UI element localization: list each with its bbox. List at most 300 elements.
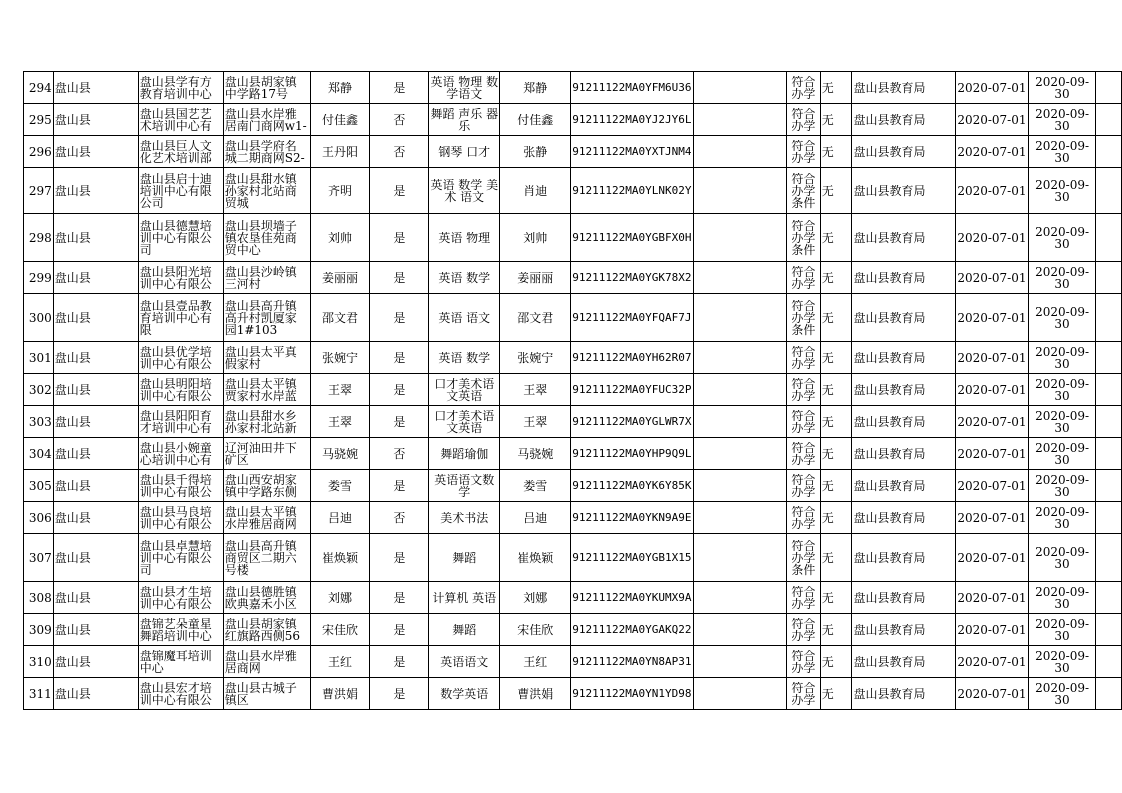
authority-cell-text: 盘山县教育局 (853, 655, 926, 668)
institution-name-cell (138, 214, 223, 262)
end-date-cell (1028, 168, 1096, 214)
authority-cell (852, 582, 956, 614)
empty-cell (693, 214, 787, 262)
end-date-cell-text: 2020-09-30 (1035, 377, 1090, 402)
address-cell-text: 盘山县水岸雅居商网 (224, 649, 297, 674)
end-date-cell-text: 2020-09-30 (1035, 441, 1090, 466)
address-cell (223, 342, 310, 374)
subjects-cell (429, 502, 500, 534)
start-date-cell (956, 342, 1029, 374)
condition-cell-text: 符合办学 (791, 505, 816, 530)
row-number (24, 646, 54, 678)
end-date-cell-text: 2020-09-30 (1035, 505, 1090, 530)
remark-cell-text: 无 (821, 591, 834, 604)
end-date-cell-text: 2020-09-30 (1035, 473, 1090, 498)
table-row (24, 678, 1122, 710)
authority-cell-text: 盘山县教育局 (853, 145, 926, 158)
row-number-text: 295 (28, 113, 52, 126)
contact-cell (500, 470, 571, 502)
table-row (24, 534, 1122, 582)
empty-cell (1096, 470, 1122, 502)
condition-cell (787, 646, 821, 678)
flag-cell-text: 是 (393, 655, 406, 668)
row-number-text: 297 (28, 184, 52, 197)
legal-person-cell-text: 郑静 (328, 81, 353, 94)
subjects-cell (429, 614, 500, 646)
flag-cell-text: 是 (393, 479, 406, 492)
row-number (24, 294, 54, 342)
legal-person-cell (310, 342, 370, 374)
county-cell-text: 盘山县 (54, 551, 91, 564)
row-number-text: 296 (28, 145, 52, 158)
legal-person-cell (310, 534, 370, 582)
address-cell (223, 136, 310, 168)
empty-cell (693, 406, 787, 438)
authority-cell-text: 盘山县教育局 (853, 447, 926, 460)
credit-code-cell (571, 646, 693, 678)
credit-code-cell (571, 406, 693, 438)
institution-name-cell-text: 盘山县千得培训中心有限公 (139, 473, 212, 498)
contact-cell-text: 王翠 (523, 383, 548, 396)
empty-cell (693, 374, 787, 406)
credit-code-cell (571, 470, 693, 502)
start-date-cell-text: 2020-07-01 (957, 145, 1027, 158)
empty-cell (693, 262, 787, 294)
row-number-text: 311 (28, 687, 52, 700)
legal-person-cell-text: 曹洪娟 (322, 687, 359, 700)
start-date-cell (956, 502, 1029, 534)
end-date-cell-text: 2020-09-30 (1035, 178, 1090, 203)
credit-code-cell (571, 502, 693, 534)
table-row (24, 104, 1122, 136)
end-date-cell-text: 2020-09-30 (1035, 545, 1090, 570)
remark-cell (820, 582, 852, 614)
authority-cell-text: 盘山县教育局 (853, 81, 926, 94)
credit-code-cell (571, 614, 693, 646)
subjects-cell-text: 口才美术语文英语 (434, 377, 495, 402)
table-row (24, 262, 1122, 294)
remark-cell (820, 214, 852, 262)
end-date-cell (1028, 614, 1096, 646)
subjects-cell (429, 104, 500, 136)
institution-name-cell (138, 534, 223, 582)
remark-cell-text: 无 (821, 145, 834, 158)
empty-cell (1096, 136, 1122, 168)
county-cell-text: 盘山县 (54, 231, 91, 244)
start-date-cell (956, 582, 1029, 614)
contact-cell-text: 娄雪 (523, 479, 548, 492)
credit-code-cell (571, 214, 693, 262)
empty-cell (1096, 646, 1122, 678)
flag-cell (370, 406, 429, 438)
row-number-text: 307 (28, 551, 52, 564)
authority-cell (852, 502, 956, 534)
start-date-cell (956, 470, 1029, 502)
institution-name-cell (138, 168, 223, 214)
subjects-cell-text: 英语 物理 (438, 231, 491, 244)
row-number (24, 406, 54, 438)
address-cell-text: 辽河油田井下矿区 (224, 441, 297, 466)
address-cell (223, 406, 310, 438)
credit-code-cell-text: 91211122MA0YGB1X15 (572, 551, 692, 564)
institution-name-cell (138, 104, 223, 136)
authority-cell (852, 214, 956, 262)
institution-name-cell (138, 438, 223, 470)
table-row (24, 502, 1122, 534)
empty-cell (693, 136, 787, 168)
end-date-cell (1028, 374, 1096, 406)
flag-cell-text: 是 (393, 551, 406, 564)
flag-cell-text: 是 (393, 623, 406, 636)
institution-name-cell (138, 262, 223, 294)
credit-code-cell-text: 91211122MA0YKUMX9A (572, 591, 692, 604)
remark-cell-text: 无 (821, 184, 834, 197)
institution-name-cell-text: 盘锦艺朵童星舞蹈培训中心 (139, 617, 212, 642)
county-cell (53, 104, 138, 136)
empty-cell (693, 72, 787, 104)
remark-cell (820, 534, 852, 582)
legal-person-cell-text: 娄雪 (328, 479, 353, 492)
institution-name-cell-text: 盘山县卓慧培训中心有限公司 (139, 539, 212, 576)
county-cell-text: 盘山县 (54, 655, 91, 668)
start-date-cell-text: 2020-07-01 (957, 551, 1027, 564)
condition-cell (787, 678, 821, 710)
flag-cell (370, 136, 429, 168)
subjects-cell-text: 舞蹈瑜伽 (440, 447, 489, 460)
institution-name-cell (138, 294, 223, 342)
subjects-cell-text: 英语 物理 数学语文 (430, 75, 499, 100)
address-cell-text: 盘山西安胡家镇中学路东侧 (224, 473, 297, 498)
address-cell (223, 582, 310, 614)
credit-code-cell-text: 91211122MA0YGLWR7X (572, 415, 692, 428)
contact-cell-text: 宋佳欣 (517, 623, 554, 636)
start-date-cell-text: 2020-07-01 (957, 511, 1027, 524)
authority-cell-text: 盘山县教育局 (853, 551, 926, 564)
empty-cell (693, 168, 787, 214)
condition-cell-text: 符合办学 (791, 377, 816, 402)
condition-cell-text: 符合办学 (791, 107, 816, 132)
remark-cell (820, 168, 852, 214)
institution-name-cell-text: 盘山县明阳培训中心有限公 (139, 377, 212, 402)
credit-code-cell-text: 91211122MA0YFUC32P (572, 383, 692, 396)
start-date-cell (956, 646, 1029, 678)
credit-code-cell-text: 91211122MA0YN1YD98 (572, 687, 692, 700)
end-date-cell (1028, 262, 1096, 294)
authority-cell-text: 盘山县教育局 (853, 113, 926, 126)
table-row (24, 72, 1122, 104)
condition-cell (787, 214, 821, 262)
remark-cell (820, 342, 852, 374)
institution-name-cell (138, 502, 223, 534)
county-cell (53, 614, 138, 646)
condition-cell (787, 374, 821, 406)
subjects-cell (429, 582, 500, 614)
legal-person-cell (310, 406, 370, 438)
flag-cell-text: 否 (393, 145, 406, 158)
end-date-cell-text: 2020-09-30 (1035, 265, 1090, 290)
empty-cell (693, 438, 787, 470)
flag-cell (370, 262, 429, 294)
contact-cell-text: 张静 (523, 145, 548, 158)
remark-cell-text: 无 (821, 479, 834, 492)
county-cell (53, 470, 138, 502)
start-date-cell-text: 2020-07-01 (957, 271, 1027, 284)
authority-cell (852, 374, 956, 406)
row-number (24, 168, 54, 214)
address-cell-text: 盘山县坝墙子镇农垦佳苑商贸中心 (224, 219, 297, 256)
start-date-cell-text: 2020-07-01 (957, 351, 1027, 364)
remark-cell-text: 无 (821, 511, 834, 524)
institution-name-cell-text: 盘山县马良培训中心有限公 (139, 505, 212, 530)
contact-cell-text: 王翠 (523, 415, 548, 428)
authority-cell (852, 342, 956, 374)
credit-code-cell-text: 91211122MA0YH62R07 (572, 351, 692, 364)
condition-cell-text: 符合办学 (791, 409, 816, 434)
credit-code-cell-text: 91211122MA0YGAKQ22 (572, 623, 692, 636)
table-row (24, 614, 1122, 646)
authority-cell-text: 盘山县教育局 (853, 311, 926, 324)
credit-code-cell-text: 91211122MA0YLNK02Y (572, 184, 692, 197)
legal-person-cell-text: 姜丽丽 (322, 271, 359, 284)
subjects-cell (429, 262, 500, 294)
contact-cell-text: 付佳鑫 (517, 113, 554, 126)
county-cell-text: 盘山县 (54, 81, 91, 94)
table-row (24, 374, 1122, 406)
condition-cell-text: 符合办学条件 (791, 172, 816, 209)
end-date-cell (1028, 136, 1096, 168)
row-number (24, 470, 54, 502)
end-date-cell (1028, 678, 1096, 710)
institution-name-cell-text: 盘山县壹品教育培训中心有限 (139, 299, 212, 336)
condition-cell (787, 342, 821, 374)
empty-cell (1096, 438, 1122, 470)
flag-cell (370, 534, 429, 582)
authority-cell-text: 盘山县教育局 (853, 591, 926, 604)
condition-cell-text: 符合办学 (791, 265, 816, 290)
start-date-cell (956, 168, 1029, 214)
subjects-cell (429, 214, 500, 262)
institution-name-cell-text: 盘山县巨人文化艺术培训部 (139, 139, 212, 164)
empty-cell (1096, 214, 1122, 262)
credit-code-cell-text: 91211122MA0YFM6U36 (572, 81, 692, 94)
address-cell (223, 438, 310, 470)
legal-person-cell (310, 470, 370, 502)
address-cell-text: 盘山县高升镇商贸区二期六号楼 (224, 539, 297, 576)
table-row (24, 214, 1122, 262)
row-number-text: 306 (28, 511, 52, 524)
legal-person-cell-text: 崔焕颖 (322, 551, 359, 564)
legal-person-cell-text: 邵文君 (322, 311, 359, 324)
empty-cell (693, 678, 787, 710)
table-row (24, 646, 1122, 678)
remark-cell (820, 136, 852, 168)
contact-cell-text: 曹洪娟 (517, 687, 554, 700)
remark-cell (820, 678, 852, 710)
legal-person-cell (310, 136, 370, 168)
remark-cell-text: 无 (821, 81, 834, 94)
authority-cell (852, 678, 956, 710)
row-number-text: 308 (28, 591, 52, 604)
address-cell (223, 262, 310, 294)
subjects-cell-text: 口才美术语文英语 (434, 409, 495, 434)
authority-cell (852, 614, 956, 646)
start-date-cell-text: 2020-07-01 (957, 591, 1027, 604)
credit-code-cell-text: 91211122MA0YXTJNM4 (572, 145, 692, 158)
empty-cell (693, 582, 787, 614)
row-number (24, 502, 54, 534)
remark-cell (820, 614, 852, 646)
county-cell (53, 502, 138, 534)
end-date-cell-text: 2020-09-30 (1035, 649, 1090, 674)
county-cell (53, 374, 138, 406)
condition-cell (787, 438, 821, 470)
start-date-cell-text: 2020-07-01 (957, 687, 1027, 700)
flag-cell (370, 374, 429, 406)
flag-cell (370, 104, 429, 136)
remark-cell (820, 72, 852, 104)
row-number (24, 104, 54, 136)
start-date-cell (956, 534, 1029, 582)
legal-person-cell (310, 214, 370, 262)
remark-cell-text: 无 (821, 447, 834, 460)
flag-cell-text: 是 (393, 271, 406, 284)
county-cell-text: 盘山县 (54, 271, 91, 284)
subjects-cell (429, 534, 500, 582)
contact-cell (500, 438, 571, 470)
contact-cell (500, 104, 571, 136)
flag-cell (370, 678, 429, 710)
end-date-cell (1028, 582, 1096, 614)
start-date-cell-text: 2020-07-01 (957, 655, 1027, 668)
credit-code-cell (571, 678, 693, 710)
condition-cell (787, 406, 821, 438)
legal-person-cell (310, 502, 370, 534)
address-cell (223, 214, 310, 262)
address-cell (223, 168, 310, 214)
table-row (24, 438, 1122, 470)
subjects-cell-text: 数学英语 (440, 687, 489, 700)
condition-cell (787, 294, 821, 342)
institution-name-cell-text: 盘山县国艺艺术培训中心有 (139, 107, 212, 132)
start-date-cell (956, 262, 1029, 294)
flag-cell (370, 168, 429, 214)
empty-cell (693, 614, 787, 646)
county-cell (53, 214, 138, 262)
county-cell (53, 342, 138, 374)
address-cell-text: 盘山县学府名城二期商网S2- (224, 139, 305, 164)
end-date-cell-text: 2020-09-30 (1035, 139, 1090, 164)
row-number (24, 136, 54, 168)
authority-cell-text: 盘山县教育局 (853, 271, 926, 284)
county-cell-text: 盘山县 (54, 184, 91, 197)
table-row (24, 136, 1122, 168)
empty-cell (1096, 294, 1122, 342)
contact-cell-text: 马骁婉 (517, 447, 554, 460)
legal-person-cell (310, 678, 370, 710)
county-cell-text: 盘山县 (54, 415, 91, 428)
authority-cell (852, 72, 956, 104)
row-number (24, 438, 54, 470)
start-date-cell (956, 104, 1029, 136)
condition-cell-text: 符合办学 (791, 345, 816, 370)
credit-code-cell-text: 91211122MA0YK6Y85K (572, 479, 692, 492)
authority-cell-text: 盘山县教育局 (853, 479, 926, 492)
condition-cell (787, 72, 821, 104)
start-date-cell-text: 2020-07-01 (957, 81, 1027, 94)
condition-cell (787, 262, 821, 294)
row-number (24, 374, 54, 406)
legal-person-cell-text: 王红 (328, 655, 353, 668)
empty-cell (1096, 614, 1122, 646)
end-date-cell (1028, 502, 1096, 534)
contact-cell-text: 张婉宁 (517, 351, 554, 364)
remark-cell (820, 104, 852, 136)
authority-cell (852, 168, 956, 214)
legal-person-cell (310, 262, 370, 294)
start-date-cell-text: 2020-07-01 (957, 383, 1027, 396)
authority-cell (852, 406, 956, 438)
institution-name-cell-text: 盘山县阳光培训中心有限公 (139, 265, 212, 290)
subjects-cell-text: 英语语文数学 (434, 473, 495, 498)
contact-cell (500, 678, 571, 710)
flag-cell-text: 是 (393, 184, 406, 197)
subjects-cell (429, 168, 500, 214)
authority-cell (852, 438, 956, 470)
subjects-cell (429, 294, 500, 342)
subjects-cell (429, 406, 500, 438)
flag-cell-text: 否 (393, 447, 406, 460)
credit-code-cell (571, 104, 693, 136)
end-date-cell-text: 2020-09-30 (1035, 617, 1090, 642)
row-number-text: 294 (28, 81, 52, 94)
row-number (24, 678, 54, 710)
end-date-cell (1028, 438, 1096, 470)
contact-cell (500, 214, 571, 262)
address-cell-text: 盘山县高升镇高升村凯厦家园1#103 (224, 299, 297, 336)
end-date-cell-text: 2020-09-30 (1035, 305, 1090, 330)
start-date-cell (956, 438, 1029, 470)
county-cell-text: 盘山县 (54, 447, 91, 460)
contact-cell (500, 406, 571, 438)
address-cell-text: 盘山县甜水镇孙家村北站商贸城 (224, 172, 297, 209)
flag-cell (370, 646, 429, 678)
legal-person-cell-text: 刘娜 (328, 591, 353, 604)
address-cell-text: 盘山县太平镇水岸雅居商网 (224, 505, 297, 530)
county-cell-text: 盘山县 (54, 511, 91, 524)
legal-person-cell-text: 王丹阳 (322, 145, 359, 158)
start-date-cell (956, 214, 1029, 262)
institution-name-cell-text: 盘山县学有方教育培训中心 (139, 75, 212, 100)
address-cell (223, 534, 310, 582)
authority-cell-text: 盘山县教育局 (853, 383, 926, 396)
county-cell-text: 盘山县 (54, 113, 91, 126)
institution-name-cell (138, 136, 223, 168)
legal-person-cell-text: 吕迪 (328, 511, 353, 524)
flag-cell-text: 是 (393, 311, 406, 324)
subjects-cell-text: 舞蹈 声乐 器乐 (430, 107, 499, 132)
condition-cell-text: 符合办学条件 (791, 219, 816, 256)
subjects-cell-text: 美术书法 (440, 511, 489, 524)
flag-cell (370, 214, 429, 262)
remark-cell (820, 438, 852, 470)
contact-cell (500, 374, 571, 406)
condition-cell (787, 534, 821, 582)
remark-cell-text: 无 (821, 113, 834, 126)
flag-cell-text: 是 (393, 231, 406, 244)
credit-code-cell (571, 342, 693, 374)
county-cell (53, 438, 138, 470)
contact-cell (500, 72, 571, 104)
